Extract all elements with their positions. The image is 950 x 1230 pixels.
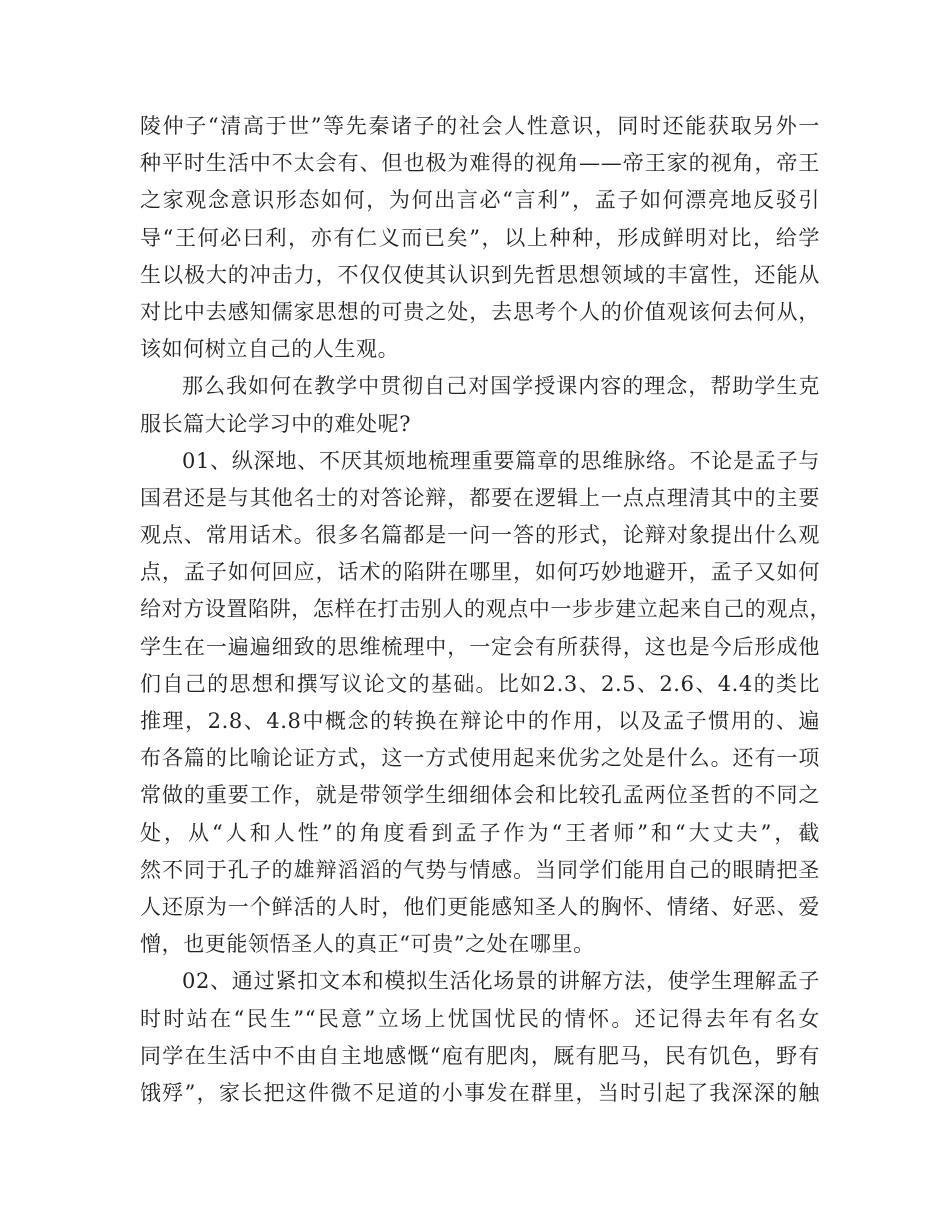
text-line: 时时站在“民生”“民意”立场上忧国忧民的情怀。还记得去年有名女	[140, 1006, 820, 1031]
text-line: 01、纵深地、不厌其烦地梳理重要篇章的思维脉络。不论是孟子与	[182, 448, 820, 473]
text-line: 推理，2.8、4.8中概念的转换在辩论中的作用，以及孟子惯用的、遍	[140, 709, 820, 733]
text-line: 02、通过紧扣文本和模拟生活化场景的讲解方法，使学生理解孟子	[182, 969, 820, 994]
paragraph-1	[140, 108, 820, 368]
text-line: 给对方设置陷阱，怎样在打击别人的观点中一步步建立起来自己的观点，	[140, 597, 832, 622]
text-line: 同学在生活中不由自主地感慨“庖有肥肉，厩有肥马，民有饥色，野有	[140, 1043, 820, 1068]
text-line: 布各篇的比喻论证方式，这一方式使用起来优劣之处是什么。还有一项	[140, 746, 820, 771]
text-line: 学生在一遍遍细致的思维梳理中，一定会有所获得，这也是今后形成他	[140, 634, 820, 659]
text-line: 生以极大的冲击力，不仅仅使其认识到先哲思想领域的丰富性，还能从	[140, 262, 820, 287]
text-line: 之家观念意识形态如何，为何出言必“言利”，孟子如何漂亮地反驳引	[140, 188, 820, 213]
text-line: 憎，也更能领悟圣人的真正“可贵”之处在哪里。	[140, 932, 595, 957]
text-line: 陵仲子“清高于世”等先秦诸子的社会人性意识，同时还能获取另外一	[140, 114, 820, 138]
text-line: 点，孟子如何回应，话术的陷阱在哪里，如何巧妙地避开，孟子又如何	[140, 560, 820, 585]
text-line: 该如何树立自己的人生观。	[140, 337, 400, 362]
text-line: 国君还是与其他名士的对答论辩，都要在逻辑上一点点理清其中的主要	[140, 485, 820, 510]
paragraph-3	[140, 443, 832, 964]
paragraph-4	[140, 963, 820, 1112]
text-line: 观点、常用话术。很多名篇都是一问一答的形式，论辩对象提出什么观	[140, 523, 820, 548]
text-line: 常做的重要工作，就是带领学生细细体会和比较孔孟两位圣哲的不同之	[140, 783, 820, 808]
text-line: 然不同于孔子的雄辩滔滔的气势与情感。当同学们能用自己的眼睛把圣	[140, 857, 820, 882]
text-line: 们自己的思想和撰写议论文的基础。比如2.3、2.5、2.6、4.4的类比	[140, 671, 820, 696]
document-body	[140, 108, 832, 1112]
text-line: 种平时生活中不太会有、但也极为难得的视角——帝王家的视角，帝王	[140, 151, 820, 176]
paragraph-2	[140, 368, 820, 442]
text-line: 导“王何必曰利，亦有仁义而已矣”，以上种种，形成鲜明对比，给学	[140, 225, 820, 250]
text-line: 对比中去感知儒家思想的可贵之处，去思考个人的价值观该何去何从，	[140, 299, 820, 324]
text-line: 人还原为一个鲜活的人时，他们更能感知圣人的胸怀、情绪、好恶、爱	[140, 894, 820, 919]
text-line: 处，从“人和人性”的角度看到孟子作为“王者师”和“大丈夫”，截	[140, 820, 820, 845]
text-line: 饿殍”，家长把这件微不足道的小事发在群里，当时引起了我深深的触	[140, 1080, 820, 1105]
text-line: 服长篇大论学习中的难处呢?	[140, 411, 412, 436]
text-line: 那么我如何在教学中贯彻自己对国学授课内容的理念，帮助学生克	[182, 374, 820, 399]
